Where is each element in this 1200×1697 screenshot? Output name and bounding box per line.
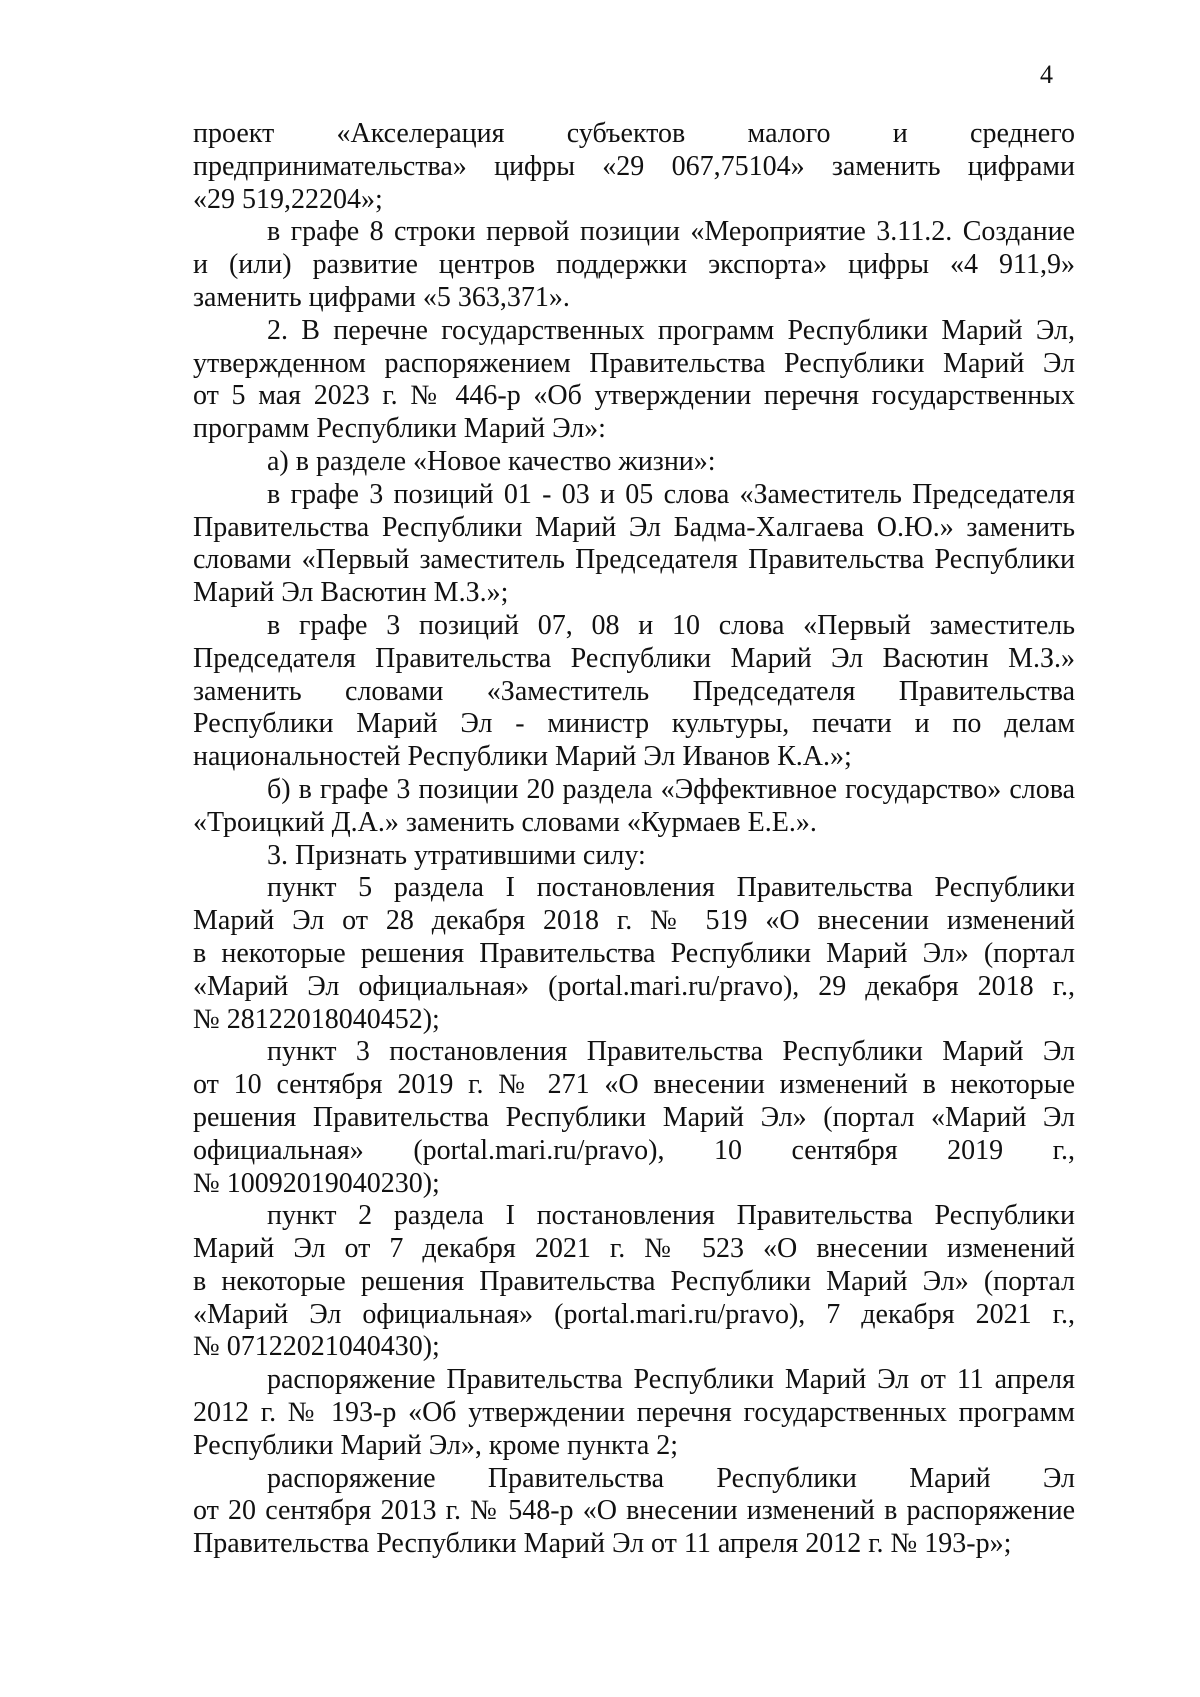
text-line: проект «Акселерация субъектов малого и среднего — [193, 118, 1075, 149]
text-line: распоряжение Правительства Республики Марий Эл — [267, 1462, 1075, 1494]
text-line: в графе 3 позиций 01 - 03 и 05 слова «Заместитель Председателя — [267, 478, 1075, 510]
text-line: а) в разделе «Новое качество жизни»: — [267, 445, 716, 477]
text-line: № 07122021040430); — [193, 1331, 440, 1363]
text-line: решения Правительства Республики Марий Эл» (портал «Марий Эл — [193, 1101, 1075, 1133]
paragraph — [193, 446, 1075, 479]
text-line: от 20 сентября 2013 г. № 548-р «О внесении изменений в распоряжение — [193, 1495, 1075, 1527]
text-line: № 28122018040452); — [193, 1003, 440, 1035]
text-line: Правительства Республики Марий Эл Бадма-Халгаева О.Ю.» заменить — [193, 511, 1075, 543]
text-line: заменить словами «Заместитель Председателя Правительства — [193, 675, 1075, 707]
paragraph — [193, 216, 1075, 314]
paragraph — [193, 610, 1075, 774]
text-line: словами «Первый заместитель Председателя Правительства Республики — [193, 544, 1075, 576]
text-line: распоряжение Правительства Республики Марий Эл от 11 апреля — [267, 1364, 1075, 1396]
paragraph — [193, 774, 1075, 840]
paragraph — [193, 872, 1075, 1036]
text-line: «29 519,22204»; — [193, 183, 383, 215]
text-line: от 5 мая 2023 г. № 446-р «Об утверждении перечня государственных — [193, 380, 1075, 412]
text-line: в некоторые решения Правительства Республики Марий Эл» (портал — [193, 937, 1075, 969]
text-line: Республики Марий Эл - министр культуры, печати и по делам — [193, 708, 1075, 740]
text-line: официальная» (portal.mari.ru/pravo), 10 сентября 2019 г., — [193, 1134, 1075, 1166]
text-line: Республики Марий Эл», кроме пункта 2; — [193, 1429, 679, 1461]
paragraph — [193, 1200, 1075, 1364]
text-line: 3. Признать утратившими силу: — [267, 839, 646, 871]
paragraph — [193, 840, 1075, 873]
text-line: «Марий Эл официальная» (portal.mari.ru/pravo), 29 декабря 2018 г., — [193, 970, 1075, 1002]
text-line: «Марий Эл официальная» (portal.mari.ru/pravo), 7 декабря 2021 г., — [193, 1298, 1075, 1330]
text-line: в графе 8 строки первой позиции «Мероприятие 3.11.2. Создание — [267, 216, 1075, 248]
text-line: Марий Эл от 28 декабря 2018 г. № 519 «О внесении изменений — [193, 905, 1075, 937]
text-line: Марий Эл Васютин М.З.»; — [193, 577, 509, 609]
paragraph — [193, 1463, 1075, 1561]
text-line: пункт 2 раздела I постановления Правительства Республики — [267, 1200, 1075, 1232]
paragraph — [193, 118, 1075, 216]
text-line: пункт 3 постановления Правительства Республики Марий Эл — [267, 1036, 1075, 1068]
paragraph — [193, 1036, 1075, 1200]
text-line: предпринимательства» цифры «29 067,75104» заменить цифрами — [193, 150, 1075, 182]
text-line: «Троицкий Д.А.» заменить словами «Курмаев Е.Е.». — [193, 806, 817, 838]
paragraph — [193, 1364, 1075, 1462]
text-line: 2. В перечне государственных программ Республики Марий Эл, — [267, 314, 1075, 346]
text-line: Председателя Правительства Республики Марий Эл Васютин М.З.» — [193, 642, 1075, 674]
text-line: Правительства Республики Марий Эл от 11 апреля 2012 г. № 193-р»; — [193, 1528, 1012, 1560]
page-number: 4 — [1040, 60, 1053, 89]
text-line: Марий Эл от 7 декабря 2021 г. № 523 «О внесении изменений — [193, 1233, 1075, 1265]
text-line: и (или) развитие центров поддержки экспорта» цифры «4 911,9» — [193, 249, 1075, 281]
text-line: № 10092019040230); — [193, 1167, 440, 1199]
paragraph — [193, 479, 1075, 610]
text-line: утвержденном распоряжением Правительства Республики Марий Эл — [193, 347, 1075, 379]
text-line: национальностей Республики Марий Эл Иванов К.А.»; — [193, 741, 852, 773]
text-line: пункт 5 раздела I постановления Правительства Республики — [267, 872, 1075, 904]
paragraph — [193, 315, 1075, 446]
document-body — [193, 118, 1075, 1561]
text-line: б) в графе 3 позиции 20 раздела «Эффективное государство» слова — [267, 773, 1075, 805]
text-line: 2012 г. № 193-р «Об утверждении перечня государственных программ — [193, 1397, 1075, 1429]
text-line: в некоторые решения Правительства Республики Марий Эл» (портал — [193, 1265, 1075, 1297]
text-line: в графе 3 позиций 07, 08 и 10 слова «Первый заместитель — [267, 609, 1075, 641]
text-line: заменить цифрами «5 363,371». — [193, 281, 570, 313]
text-line: от 10 сентября 2019 г. № 271 «О внесении изменений в некоторые — [193, 1069, 1075, 1101]
text-line: программ Республики Марий Эл»: — [193, 413, 606, 445]
